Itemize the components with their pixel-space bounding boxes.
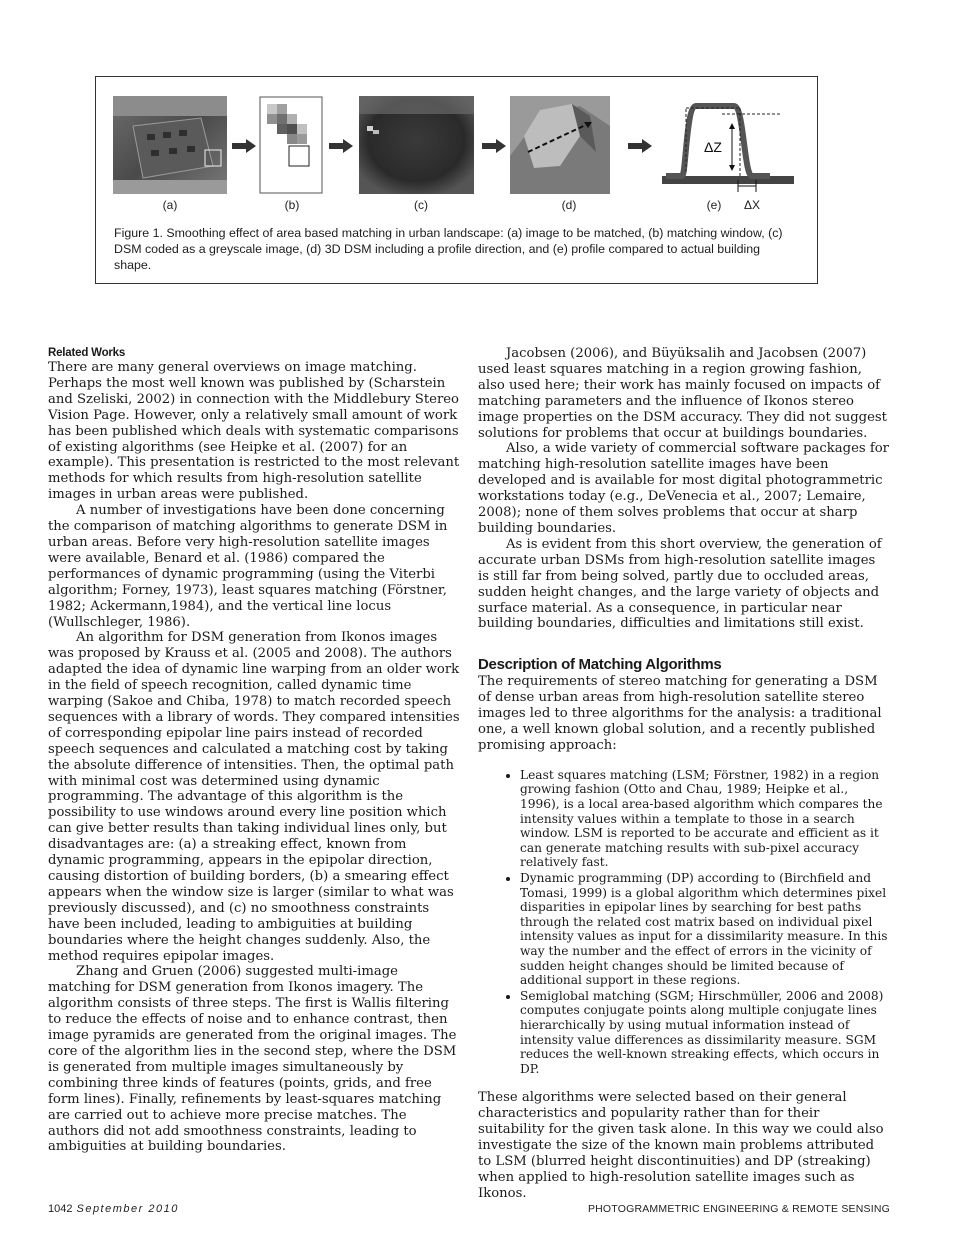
right-column (478, 346, 890, 1202)
issue-date: September 2010 (76, 1203, 179, 1215)
figure-1 (95, 76, 818, 284)
page-number: 1042 (48, 1203, 73, 1215)
figure-panel-e-profile (660, 96, 800, 194)
paragraph: Jacobsen (2006), and Büyüksalih and Jacobsen (2007) used least squares matching in a region growing fashion, also used here; their work has mainly focused on impacts of matching parameters and the influence of Ikonos stereo image properties on the DSM accuracy. They did not suggest solutions for problems that occur at buildings boundaries. (478, 346, 887, 441)
list-item: • Dynamic programming (DP) according to (Birchfield and Tomasi, 1999) is a global algorithm which determines pixel disparities in epipolar lines by searching for best paths through the related cost matrix based on individual pixel intensity values as input for a dissimilarity measure. In this way the number and the effect of errors in the vicinity of sudden height changes should be limited because of additional support in these regions. (520, 871, 890, 988)
figure-label-b: (b) (284, 198, 300, 212)
page-footer-left (48, 1203, 179, 1215)
delta-x-label: ΔX (743, 198, 761, 212)
arrow-right-icon (482, 139, 506, 153)
arrow-right-icon (628, 139, 652, 153)
arrow-right-icon (329, 139, 353, 153)
figure-label-d: (d) (561, 198, 577, 212)
figure-panel-c-dsm (359, 96, 474, 194)
paragraph: A number of investigations have been done concerning the comparison of matching algorithms to generate DSM in urban areas. Before very high-resolution satellite images were available, Benard et al. (1986) compared the performances of dynamic programming (using the Viterbi algorithm; Forney, 1973), least squares matching (Förstner, 1982; Ackermann,1984), and the vertical line locus (Wullschleger, 1986). (48, 503, 448, 630)
section-heading-matching-algorithms: Description of Matching Algorithms (478, 656, 722, 674)
paragraph: Zhang and Gruen (2006) suggested multi-image matching for DSM generation from Ikonos imagery. The algorithm consists of three steps. The first is Wallis filtering to reduce the effects of noise and to enhance contrast, then image pyramids are generated from the original images. The core of the algorithm lies in the second step, where the DSM is generated from multiple images simultaneously by combining three kinds of features (points, grids, and free form lines). Finally, refinements by least-squares matching are carried out to achieve more precise matches. The authors did not add smoothness constraints, leading to ambiguities at building boundaries. (48, 964, 457, 1155)
figure-panel-d-3d-dsm (510, 96, 610, 194)
arrow-right-icon (232, 139, 256, 153)
paragraph: There are many general overviews on image matching. Perhaps the most well known was published by (Scharstein and Szeliski, 2002) in connection with the Middlebury Stereo Vision Page. However, only a relatively small amount of work has been published which deals with systematic comparisons of existing algorithms (see Heipke et al. (2007) for an example). This presentation is restricted to the most relevant methods for which results from high-resolution satellite images in urban areas were published. (48, 360, 460, 503)
list-item: • Semiglobal matching (SGM; Hirschmüller, 2006 and 2008) computes conjugate points along multiple conjugate lines hierarchically by using mutual information instead of intensity value differences as dissimilarity measure. SGM reduces the well-known streaking effects, which occurs in DP. (520, 989, 890, 1077)
paragraph: An algorithm for DSM generation from Ikonos images was proposed by Krauss et al. (2005 and 2008). The authors adapted the idea of dynamic line warping from an older work in the field of speech recognition, called dynamic time warping (Sakoe and Chiba, 1978) to match recorded speech sequences with a library of words. They compared intensities of corresponding epipolar line pairs instead of recorded speech sequences and calculated a matching cost by taking the absolute difference of intensities. Then, the optimal path with minimal cost was determined using dynamic programming. The advantage of this algorithm is the possibility to use windows around every line position which can give better results than taking individual lines only, but disadvantages are: (a) a streaking effect, known from dynamic programming, appears in the epipolar direction, causing distortion of building borders, (b) a smearing effect appears when the window size is larger (similar to what was previously discussed), and (c) no smoothness constraints have been included, leading to ambiguities at building boundaries where the height changes suddenly. Also, the method requires epipolar images. (48, 630, 460, 964)
section-heading-related-works: Related Works (48, 347, 126, 359)
paragraph: These algorithms were selected based on their general characteristics and popularity rather than for their suitability for the given task alone. In this way we could also investigate the size of the known main problems attributed to LSM (blurred height discontinuities) and DP (streaking) when applied to high-resolution satellite images such as Ikonos. (478, 1090, 884, 1201)
delta-z-label: ΔZ (704, 139, 722, 155)
figure-label-e: (e) (706, 198, 722, 212)
journal-title: PHOTOGRAMMETRIC ENGINEERING & REMOTE SENSING (587, 1203, 890, 1215)
paragraph: The requirements of stereo matching for generating a DSM of dense urban areas from high-resolution satellite stereo images led to three algorithms for the analysis: a traditional one, a well known global solution, and a recently published promising approach: (478, 674, 882, 753)
algorithm-list (478, 768, 890, 1076)
paragraph: As is evident from this short overview, the generation of accurate urban DSMs from high-resolution satellite images is still far from being solved, partly due to occluded areas, sudden height changes, and the large variety of objects and surface material. As a consequence, in particular near building boundaries, difficulties and limitations still exist. (478, 536, 882, 632)
figure-panel-b-window (259, 96, 323, 194)
figure-caption: Figure 1. Smoothing effect of area based matching in urban landscape: (a) image to be matched, (b) matching window, (c) DSM coded as a greyscale image, (d) 3D DSM including a profile direction, and (e) profile compared to actual building shape. (114, 226, 783, 272)
figure-label-c: (c) (414, 198, 428, 212)
left-column (48, 342, 460, 1155)
list-item: • Least squares matching (LSM; Förstner, 1982) in a region growing fashion (Otto and Chau, 1989; Heipke et al., 1996), is a local area-based algorithm which compares the intensity values within a template to those in a search window. LSM is reported to be accurate and efficient as it can generate matching results with sub-pixel accuracy relatively fast. (520, 768, 890, 870)
figure-label-a: (a) (162, 198, 178, 212)
paragraph: Also, a wide variety of commercial software packages for matching high-resolution satellite images have been developed and is available for most digital photogrammetric workstations today (e.g., DeVenecia et al., 2007; Lemaire, 2008); none of them solves problems that occur at sharp building boundaries. (478, 441, 889, 536)
figure-panel-a-image (113, 96, 227, 194)
